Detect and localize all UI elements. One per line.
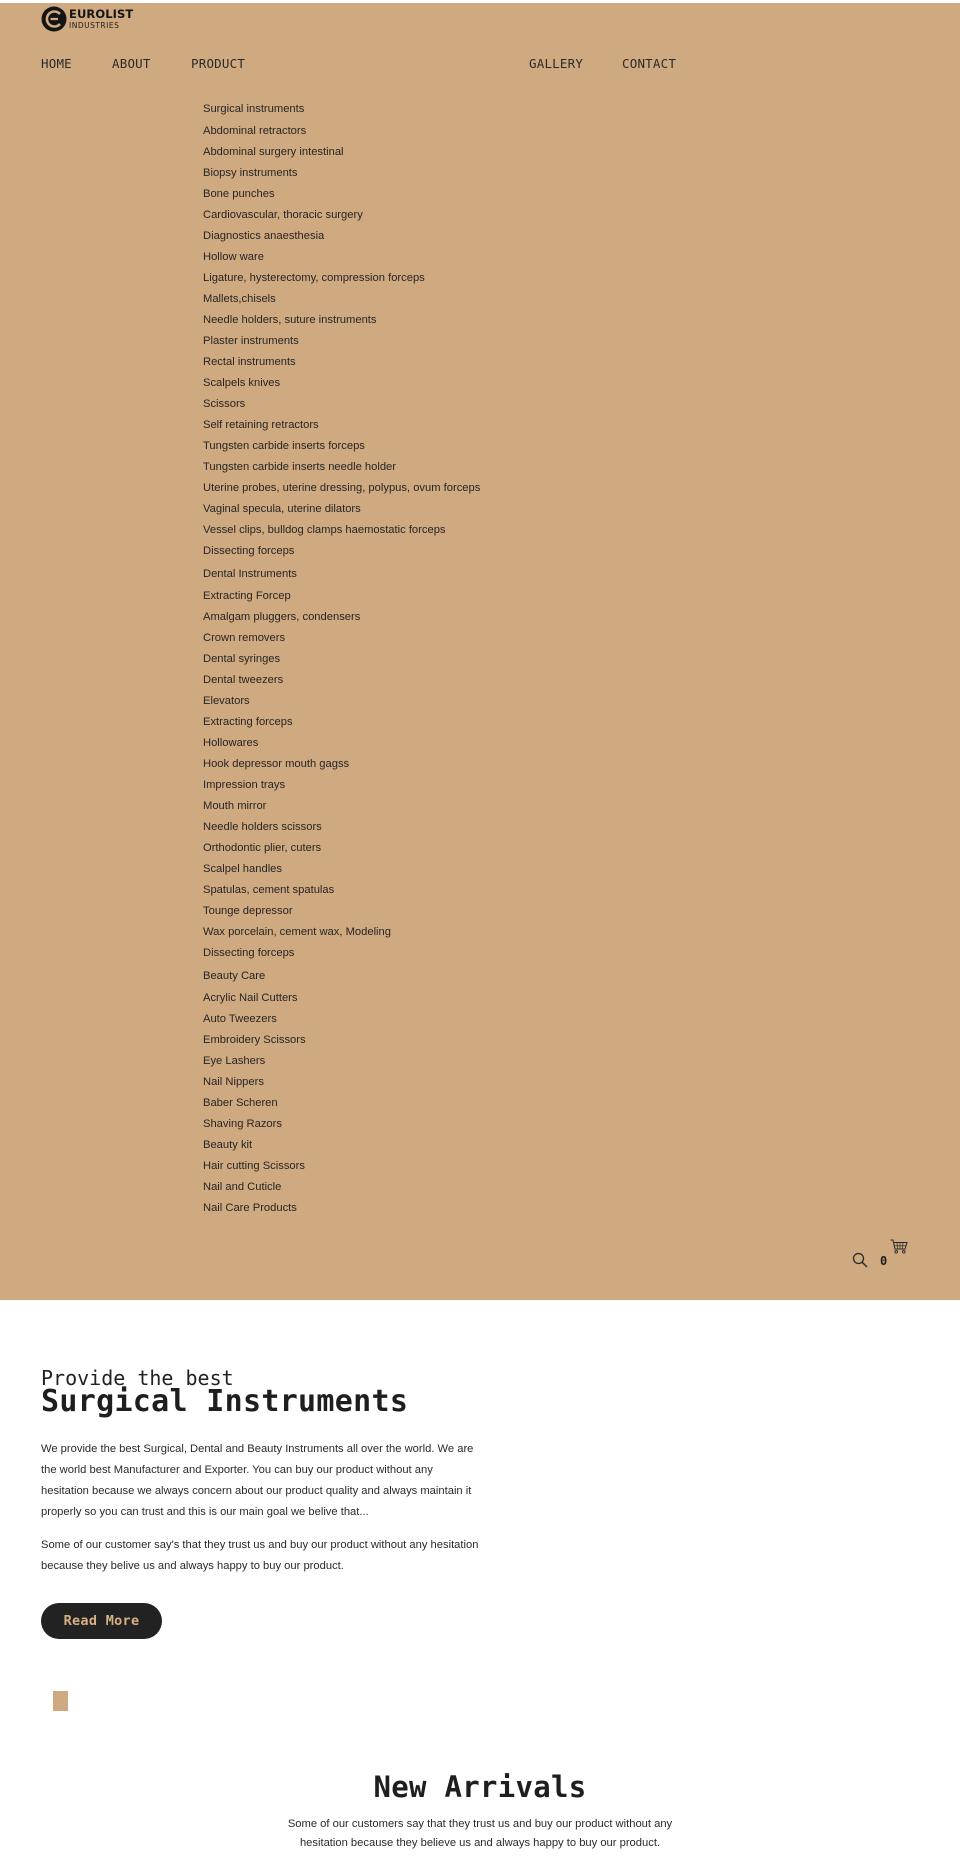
logo-mark-icon xyxy=(41,6,67,32)
product-dropdown-menu xyxy=(203,97,480,1219)
menu-item[interactable]: Plaster instruments xyxy=(203,335,299,347)
menu-item[interactable]: Elevators xyxy=(203,695,250,707)
menu-item[interactable]: Nail Nippers xyxy=(203,1076,264,1088)
menu-item[interactable]: Nail Care Products xyxy=(203,1202,297,1214)
menu-item[interactable]: Beauty kit xyxy=(203,1139,253,1151)
menu-item[interactable]: Spatulas, cement spatulas xyxy=(203,884,335,896)
menu-item[interactable]: Dissecting forceps xyxy=(203,545,295,557)
menu-item[interactable]: Extracting forceps xyxy=(203,716,293,728)
menu-item[interactable]: Acrylic Nail Cutters xyxy=(203,992,298,1004)
menu-item[interactable]: Hollowares xyxy=(203,737,259,749)
header-section xyxy=(0,3,960,1300)
menu-item[interactable]: Wax porcelain, cement wax, Modeling xyxy=(203,926,391,938)
menu-item[interactable]: Extracting Forcep xyxy=(203,590,291,602)
menu-item[interactable]: Orthodontic plier, cuters xyxy=(203,842,322,854)
read-more-button[interactable]: Read More xyxy=(41,1603,162,1639)
menu-category-beauty[interactable]: Beauty Care xyxy=(203,970,266,982)
menu-item[interactable]: Ligature, hysterectomy, compression forceps xyxy=(203,272,425,284)
menu-item[interactable]: Self retaining retractors xyxy=(203,419,319,431)
menu-item[interactable]: Mallets,chisels xyxy=(203,293,276,305)
menu-category-dental[interactable]: Dental Instruments xyxy=(203,568,297,580)
menu-item[interactable]: Bone punches xyxy=(203,188,275,200)
menu-item[interactable]: Needle holders scissors xyxy=(203,821,322,833)
cart-icon[interactable] xyxy=(890,1239,908,1254)
brand-name: EUROLIST xyxy=(69,6,134,21)
menu-item[interactable]: Hook depressor mouth gagss xyxy=(203,758,350,770)
intro-paragraph-2: Some of our customer say's that they trust us and buy our product without any hesitation because they belive us and always happy to buy our product. xyxy=(41,1539,479,1572)
menu-item[interactable]: Dissecting forceps xyxy=(203,947,295,959)
menu-item[interactable]: Tungsten carbide inserts forceps xyxy=(203,440,365,452)
menu-item[interactable]: Rectal instruments xyxy=(203,356,296,368)
menu-item[interactable]: Auto Tweezers xyxy=(203,1013,277,1025)
menu-item[interactable]: Tounge depressor xyxy=(203,905,293,917)
menu-item[interactable]: Scalpel handles xyxy=(203,863,282,875)
menu-item[interactable]: Shaving Razors xyxy=(203,1118,282,1130)
menu-item[interactable]: Cardiovascular, thoracic surgery xyxy=(203,209,363,221)
menu-item[interactable]: Hair cutting Scissors xyxy=(203,1160,305,1172)
intro-paragraph-1: We provide the best Surgical, Dental and Beauty Instruments all over the world. We are the world best Manufacturer and Exporter. You can buy our product without any hesitation because we always concern about our product quality and always maintain it properly so you can trust and this is our main goal we belive that... xyxy=(41,1443,474,1518)
menu-item[interactable]: Amalgam pluggers, condensers xyxy=(203,611,361,623)
nav-product[interactable]: PRODUCT xyxy=(191,56,246,71)
nav-gallery[interactable]: GALLERY xyxy=(529,56,584,71)
brand-subtitle: INDUSTRIES xyxy=(69,21,120,30)
nav-contact[interactable]: CONTACT xyxy=(622,56,677,71)
menu-item[interactable]: Dental tweezers xyxy=(203,674,284,686)
menu-item[interactable]: Vaginal specula, uterine dilators xyxy=(203,503,361,515)
menu-item[interactable]: Scissors xyxy=(203,398,246,410)
menu-item[interactable]: Uterine probes, uterine dressing, polypus, ovum forceps xyxy=(203,482,481,494)
menu-item[interactable]: Diagnostics anaesthesia xyxy=(203,230,325,242)
new-arrivals-title: New Arrivals xyxy=(373,1770,587,1804)
menu-item[interactable]: Impression trays xyxy=(203,779,286,791)
intro-tagline: Provide the best xyxy=(41,1366,234,1390)
menu-item[interactable]: Tungsten carbide inserts needle holder xyxy=(203,461,397,473)
menu-item[interactable]: Vessel clips, bulldog clamps haemostatic forceps xyxy=(203,524,446,536)
menu-item[interactable]: Mouth mirror xyxy=(203,800,267,812)
menu-item[interactable]: Hollow ware xyxy=(203,251,264,263)
brand-logo[interactable] xyxy=(41,6,133,32)
menu-item[interactable]: Biopsy instruments xyxy=(203,167,298,179)
nav-home[interactable]: HOME xyxy=(41,56,72,71)
menu-item[interactable]: Scalpels knives xyxy=(203,377,281,389)
menu-item[interactable]: Dental syringes xyxy=(203,653,281,665)
cart-count-badge: 0 xyxy=(880,1254,888,1268)
brand-text xyxy=(69,6,134,30)
menu-item[interactable]: Embroidery Scissors xyxy=(203,1034,306,1046)
menu-item[interactable]: Needle holders, suture instruments xyxy=(203,314,377,326)
menu-item[interactable]: Nail and Cuticle xyxy=(203,1181,282,1193)
menu-item[interactable]: Crown removers xyxy=(203,632,286,644)
menu-item[interactable]: Baber Scheren xyxy=(203,1097,278,1109)
decorative-block xyxy=(53,1691,68,1711)
intro-headline: Surgical Instruments xyxy=(41,1384,409,1419)
menu-item[interactable]: Abdominal retractors xyxy=(203,125,307,137)
menu-category-surgical[interactable]: Surgical instruments xyxy=(203,103,305,115)
new-arrivals-text: Some of our customers say that they trust us and buy our product without any hesitation because they believe us and always happy to buy our product. xyxy=(287,1818,673,1849)
menu-item[interactable]: Eye Lashers xyxy=(203,1055,266,1067)
search-icon[interactable] xyxy=(852,1252,868,1268)
menu-item[interactable]: Abdominal surgery intestinal xyxy=(203,146,344,158)
nav-about[interactable]: ABOUT xyxy=(112,56,151,71)
